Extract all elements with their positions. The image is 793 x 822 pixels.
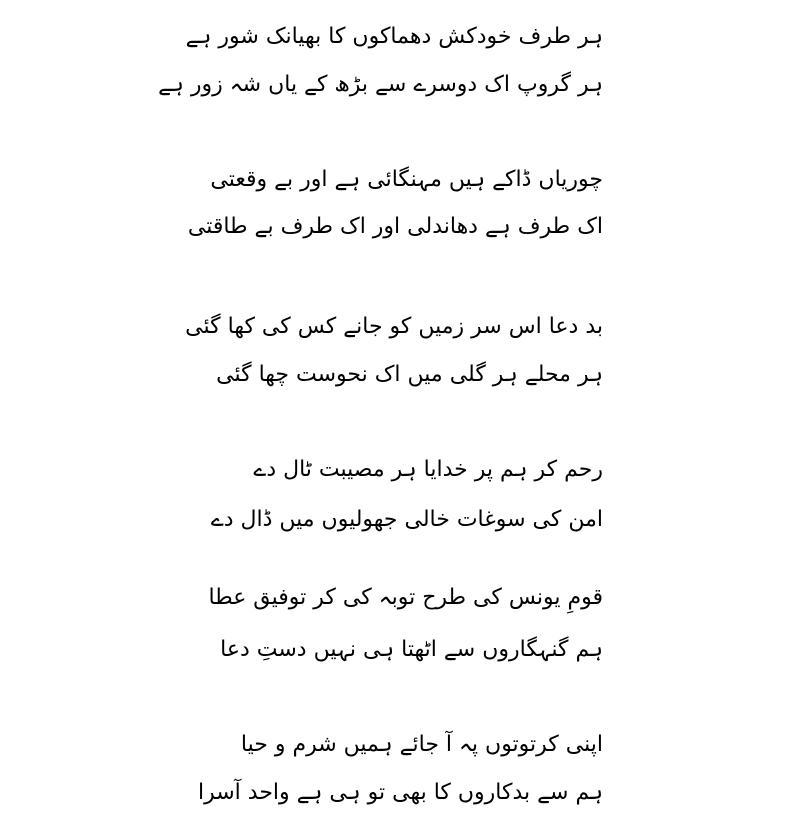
stanza-3-line-1: بد دعا اس سر زمیں کو جانے کس کی کھا گئی xyxy=(185,314,603,339)
stanza-3-line-2: ہر محلے ہر گلی میں اک نحوست چھا گئی xyxy=(216,362,603,387)
stanza-5-line-2: ہم گنہگاروں سے اٹھتا ہی نہیں دستِ دعا xyxy=(220,637,603,662)
stanza-4-line-2: امن کی سوغات خالی جھولیوں میں ڈال دے xyxy=(210,507,603,532)
stanza-6-line-2: ہم سے بدکاروں کا بھی تو ہی ہے واحد آسرا xyxy=(197,780,603,805)
stanza-6-line-1: اپنی کرتوتوں پہ آ جائے ہمیں شرم و حیا xyxy=(240,732,603,757)
stanza-4-line-1: رحم کر ہم پر خدایا ہر مصیبت ٹال دے xyxy=(253,457,603,482)
stanza-5-line-1: قومِ یونس کی طرح توبہ کی کر توفیق عطا xyxy=(208,585,603,610)
stanza-1-line-2: ہر گروپ اک دوسرے سے بڑھ کے یاں شہ زور ہے xyxy=(158,72,603,97)
stanza-1-line-1: ہر طرف خودکش دھماکوں کا بھیانک شور ہے xyxy=(185,24,603,49)
stanza-2-line-1: چوریاں ڈاکے ہیں مہنگائی ہے اور بے وقعتی xyxy=(210,167,603,192)
stanza-2-line-2: اک طرف ہے دھاندلی اور اک طرف بے طاقتی xyxy=(187,214,603,239)
